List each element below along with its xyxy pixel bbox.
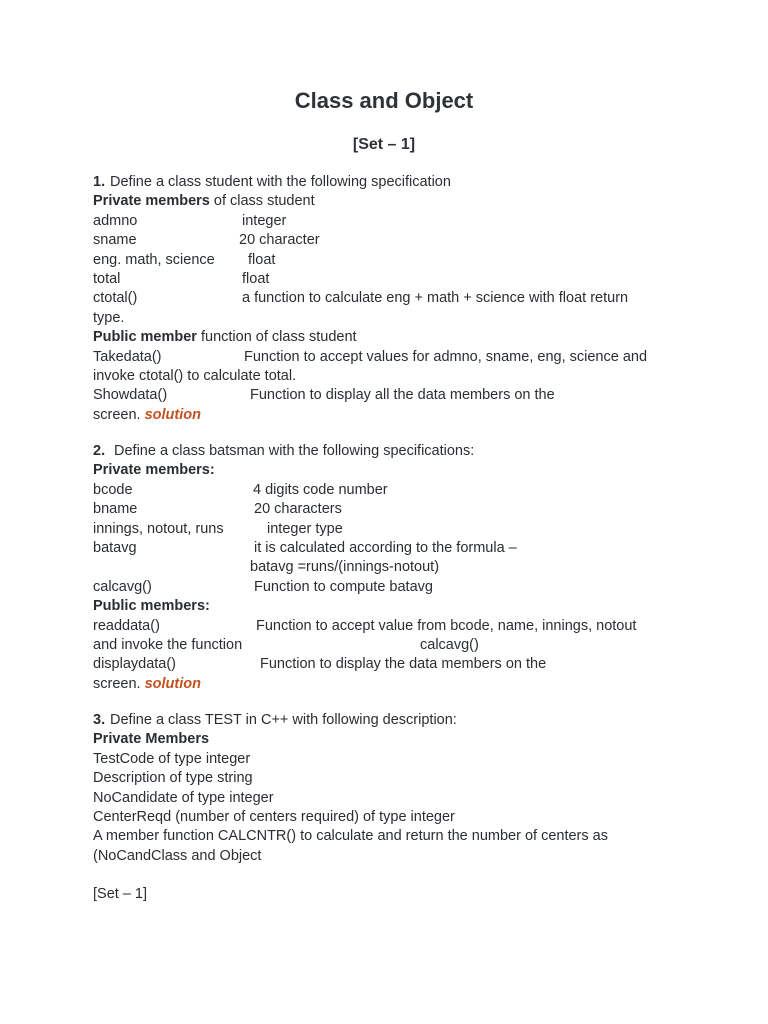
- q2-readdata-wrap-fn: calcavg(): [420, 636, 479, 653]
- q3-intro-line: [93, 711, 693, 730]
- q1-member-desc: integer: [242, 212, 287, 229]
- q2-readdata-wrap-text: and invoke the function: [93, 636, 243, 653]
- q3-line: [93, 827, 693, 846]
- q1-member-row: [93, 251, 693, 270]
- q2-member-name: innings, notout, runs: [93, 520, 224, 537]
- q3-number: 3.: [93, 712, 106, 728]
- q3-line-text: NoCandidate of type integer: [93, 789, 274, 806]
- q2-number: 2.: [93, 443, 106, 459]
- footer-block: [93, 885, 693, 904]
- q1-member-name: sname: [93, 232, 137, 249]
- q2-member-row: [93, 500, 693, 519]
- q3-line: [93, 789, 693, 808]
- q1-solution-link[interactable]: solution: [144, 406, 201, 423]
- q2-readdata-name: readdata(): [93, 617, 160, 634]
- footer-set-line: [93, 885, 693, 904]
- q1-public-heading: [93, 328, 693, 347]
- q2-readdata-desc: Function to accept value from bcode, name, innings, notout: [256, 617, 637, 634]
- q1-takedata-wrap-text: invoke ctotal() to calculate total.: [93, 367, 297, 384]
- q2-calcavg-desc: Function to compute batavg: [254, 578, 433, 595]
- q2-member-name: bcode: [93, 481, 133, 498]
- question-3: [93, 711, 693, 866]
- q1-takedata-desc: Function to accept values for admno, sname, eng, science and: [244, 348, 648, 365]
- q3-line-text: Description of type string: [93, 770, 253, 787]
- q1-showdata-wrap-text: screen.: [93, 406, 141, 423]
- q2-formula: batavg =runs/(innings-notout): [250, 559, 440, 576]
- q2-public-heading: [93, 597, 693, 616]
- q1-member-name: admno: [93, 212, 138, 229]
- q1-member-name: ctotal(): [93, 290, 138, 307]
- q2-member-desc: 4 digits code number: [253, 481, 388, 498]
- q3-line: [93, 847, 693, 866]
- q1-showdata-wrap: [93, 406, 693, 425]
- q3-line-text: CenterReqd (number of centers required) of type integer: [93, 808, 455, 825]
- q2-displaydata-row: [93, 655, 693, 674]
- page-title: Class and Object: [294, 88, 474, 113]
- q3-line-text: TestCode of type integer: [93, 750, 251, 767]
- q2-calcavg-name: calcavg(): [93, 578, 152, 595]
- q1-member-row: [93, 270, 693, 289]
- q2-intro: Define a class batsman with the following specifications:: [114, 443, 475, 459]
- q1-private-heading-rest: of class student: [209, 193, 315, 210]
- q3-line: [93, 750, 693, 769]
- q1-number: 1.: [93, 174, 106, 190]
- q3-private-heading-text: Private Members: [93, 731, 210, 748]
- q3-line: [93, 808, 693, 827]
- q2-displaydata-name: displaydata(): [93, 656, 177, 673]
- q1-takedata-row: [93, 348, 693, 367]
- q2-member-row: [93, 481, 693, 500]
- q1-public-heading-bold: Public member: [93, 329, 197, 346]
- q3-line-text: (NoCandClass and Object: [93, 847, 262, 864]
- q1-private-heading: [93, 192, 693, 211]
- q1-member-row: [93, 231, 693, 250]
- q2-public-heading-text: Public members:: [93, 598, 210, 615]
- q1-member-desc: float: [248, 251, 276, 268]
- q1-showdata-desc: Function to display all the data members on the: [250, 387, 555, 404]
- footer-set-label: [Set – 1]: [93, 886, 148, 902]
- question-1: [93, 173, 693, 425]
- q1-takedata-name: Takedata(): [93, 348, 162, 365]
- q3-line: [93, 769, 693, 788]
- q1-member-name: total: [93, 270, 121, 287]
- q2-displaydata-desc: Function to display the data members on the: [260, 656, 547, 673]
- q2-member-desc: integer type: [267, 520, 343, 537]
- q2-calcavg-row: [93, 578, 693, 597]
- q1-showdata-row: [93, 386, 693, 405]
- q1-intro-line: [93, 173, 693, 192]
- question-2: [93, 442, 693, 694]
- q2-displaydata-wrap-text: screen.: [93, 675, 141, 692]
- q2-member-name: bname: [93, 501, 138, 518]
- q1-intro: Define a class student with the following specification: [110, 174, 451, 190]
- q1-ctotal-wrap-text: type.: [93, 309, 125, 326]
- q1-member-desc: a function to calculate eng + math + science with float return: [242, 290, 629, 307]
- set-label: [Set – 1]: [352, 136, 416, 153]
- q2-member-desc: it is calculated according to the formula –: [254, 539, 517, 556]
- q2-member-row: [93, 520, 693, 539]
- q1-private-heading-bold: Private members: [93, 193, 210, 210]
- q2-displaydata-wrap: [93, 675, 693, 694]
- q1-member-desc: 20 character: [239, 232, 320, 249]
- q1-member-row: [93, 212, 693, 231]
- q3-line-text: A member function CALCNTR() to calculate and return the number of centers as: [93, 828, 608, 845]
- q1-takedata-wrap: [93, 367, 693, 386]
- q1-member-row: [93, 289, 693, 308]
- q2-member-row: [93, 539, 693, 558]
- q3-private-heading: [93, 730, 693, 749]
- q2-readdata-wrap: [93, 636, 693, 655]
- q2-intro-line: [93, 442, 693, 461]
- q1-ctotal-wrap: [93, 309, 693, 328]
- q1-showdata-name: Showdata(): [93, 387, 168, 404]
- q2-private-heading: [93, 461, 693, 480]
- q1-public-heading-rest: function of class student: [196, 329, 357, 346]
- q2-solution-link[interactable]: solution: [144, 675, 201, 692]
- q2-formula-line: [93, 558, 693, 577]
- q2-member-desc: 20 characters: [254, 501, 342, 518]
- q2-readdata-row: [93, 617, 693, 636]
- q2-private-heading-text: Private members:: [93, 462, 215, 479]
- q3-intro: Define a class TEST in C++ with following description:: [110, 712, 457, 728]
- q1-member-desc: float: [242, 270, 270, 287]
- q2-member-name: batavg: [93, 539, 137, 556]
- q1-member-name: eng. math, science: [93, 251, 215, 268]
